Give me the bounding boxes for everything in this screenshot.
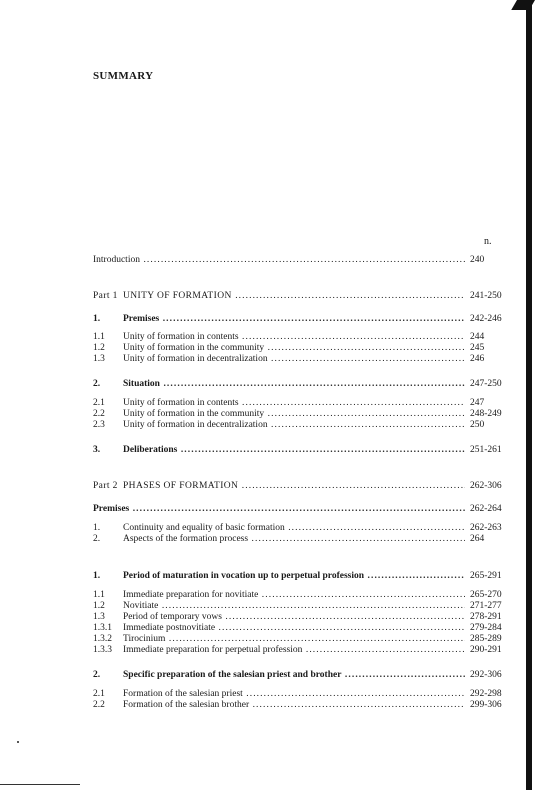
toc-entry-number: 1. — [93, 571, 101, 581]
toc-entry-title: Formation of the salesian priest ..... — [123, 688, 465, 701]
toc-entry-number: 1. — [93, 523, 101, 533]
toc-entry-number: 1.3.2 — [93, 634, 112, 644]
toc-entry-number: 2.1 — [93, 689, 105, 699]
toc-entry-number: 1.2 — [93, 601, 105, 611]
page-number-column-header: n. — [484, 236, 492, 247]
toc-entry-number: 1.3 — [93, 354, 105, 364]
toc-entry-number: 1.2 — [93, 343, 105, 353]
toc-entry-title: Immediate preparation for novitiate ..... — [123, 589, 465, 602]
toc-entry-title: Unity of formation in decentralization ..... — [123, 419, 465, 432]
toc-entry-page: 242-246 — [470, 314, 502, 324]
toc-entry-number: Part 2 — [93, 481, 118, 491]
toc-entry — [93, 444, 513, 457]
toc-entry-page: 262-264 — [470, 504, 502, 514]
toc-entry-title: Premises ..... — [93, 503, 465, 516]
toc-entry — [93, 533, 513, 546]
toc-entry-number: 2.2 — [93, 700, 105, 710]
toc-entry-number: 2.1 — [93, 398, 105, 408]
toc-entry-title: Novitiate ..... — [123, 600, 465, 613]
toc-entry-page: 264 — [470, 534, 485, 544]
toc-entry-title: UNITY OF FORMATION ..... — [123, 290, 465, 303]
toc-entry-page: 247-250 — [470, 379, 502, 389]
toc-entry-title: Unity of formation in the community ..... — [123, 342, 465, 355]
toc-entry — [93, 570, 513, 583]
toc-entry-page: 244 — [470, 332, 485, 342]
toc-entry-title: Period of maturation in vocation up to perpetual profession ..... — [123, 570, 465, 583]
toc-entry-title: Unity of formation in the community ..... — [123, 408, 465, 421]
toc-entry — [93, 669, 513, 682]
toc-entry-page: 241-250 — [470, 291, 502, 301]
toc-entry-page: 299-306 — [470, 700, 502, 710]
toc-entry-title: Continuity and equality of basic formation ..... — [123, 522, 465, 535]
toc-entry-number: 1.3.1 — [93, 623, 112, 633]
toc-entry-page: 247 — [470, 398, 485, 408]
toc-entry-number: 2. — [93, 670, 101, 680]
toc-entry-title: Period of temporary vows ..... — [123, 611, 465, 624]
toc-entry-page: 251-261 — [470, 445, 502, 455]
toc-entry-number: 1.3.3 — [93, 645, 112, 655]
stray-mark — [17, 741, 19, 743]
toc-entry-page: 279-284 — [470, 623, 502, 633]
toc-entry-page: 262-306 — [470, 481, 502, 491]
toc-entry-page: 265-270 — [470, 590, 502, 600]
toc-entry-page: 240 — [470, 255, 485, 265]
toc-entry — [93, 503, 513, 516]
toc-entry — [93, 644, 513, 657]
toc-entry-number: 1.1 — [93, 590, 105, 600]
toc-entry-number: Part 1 — [93, 291, 118, 301]
toc-entry-number: 2. — [93, 534, 101, 544]
toc-entry-page: 271-277 — [470, 601, 502, 611]
toc-entry — [93, 353, 513, 366]
toc-entry-title: PHASES OF FORMATION ..... — [123, 480, 465, 493]
toc-entry — [93, 480, 513, 493]
toc-entry-title: Unity of formation in contents ..... — [123, 331, 465, 344]
page-title: SUMMARY — [93, 70, 154, 82]
toc-entry-title: Unity of formation in decentralization ..... — [123, 353, 465, 366]
toc-entry-number: 2.3 — [93, 420, 105, 430]
toc-entry — [93, 290, 513, 303]
toc-entry — [93, 378, 513, 391]
page-edge-shadow — [526, 0, 532, 790]
toc-entry-page: 262-263 — [470, 523, 502, 533]
toc-entry — [93, 313, 513, 326]
toc-entry-page: 285-289 — [470, 634, 502, 644]
toc-entry-title: Deliberations ..... — [123, 444, 465, 457]
toc-entry-number: 1.3 — [93, 612, 105, 622]
toc-entry-title: Specific preparation of the salesian priest and brother ..... — [123, 669, 465, 682]
toc-entry-number: 1.1 — [93, 332, 105, 342]
toc-entry-title: Tirocinium ..... — [123, 633, 465, 646]
toc-entry-page: 292-298 — [470, 689, 502, 699]
toc-entry-number: 3. — [93, 445, 101, 455]
toc-entry-title: Premises ..... — [123, 313, 465, 326]
toc-entry-page: 248-249 — [470, 409, 502, 419]
toc-entry-title: Aspects of the formation process ..... — [123, 533, 465, 546]
toc-entry-title: Immediate preparation for perpetual profession ..... — [123, 644, 465, 657]
toc-entry-page: 278-291 — [470, 612, 502, 622]
toc-entry-page: 246 — [470, 354, 485, 364]
toc-entry — [93, 254, 513, 267]
bottom-rule — [0, 784, 80, 785]
toc-entry-number: 1. — [93, 314, 101, 324]
toc-entry-page: 250 — [470, 420, 485, 430]
toc-entry-number: 2. — [93, 379, 101, 389]
toc-entry-title: Introduction ..... — [93, 254, 465, 267]
toc-entry-title: Immediate postnovitiate ..... — [123, 622, 465, 635]
toc-entry-title: Unity of formation in contents ..... — [123, 397, 465, 410]
toc-entry-number: 2.2 — [93, 409, 105, 419]
toc-entry — [93, 419, 513, 432]
toc-entry-page: 290-291 — [470, 645, 502, 655]
toc-entry-page: 265-291 — [470, 571, 502, 581]
toc-entry-page: 292-306 — [470, 670, 502, 680]
toc-entry-page: 245 — [470, 343, 485, 353]
toc-entry-title: Formation of the salesian brother ..... — [123, 699, 465, 712]
toc-entry-title: Situation ..... — [123, 378, 465, 391]
toc-entry — [93, 699, 513, 712]
